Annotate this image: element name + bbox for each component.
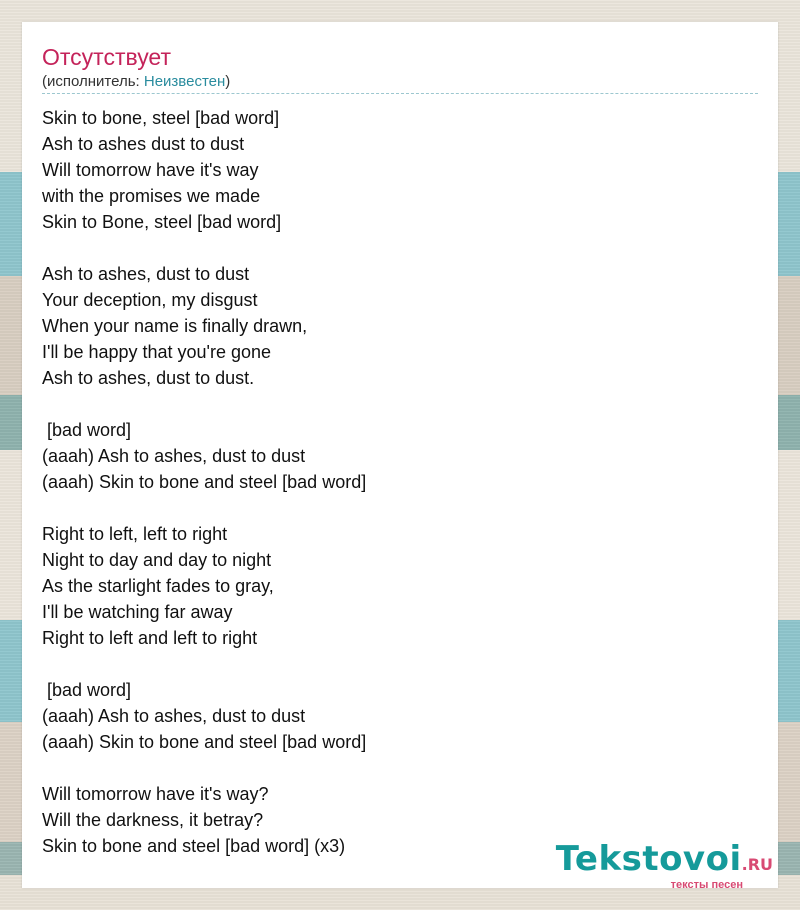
lyric-line: Will the darkness, it betray? — [42, 810, 264, 830]
artist-line — [42, 73, 230, 91]
lyric-line: I'll be watching far away — [42, 602, 233, 622]
lyric-line: [bad word] — [42, 420, 132, 440]
lyric-line: Ash to ashes, dust to dust. — [42, 368, 255, 388]
stanza-break — [42, 755, 366, 781]
lyric-line: Skin to bone and steel [bad word] (x3) — [42, 836, 346, 856]
lyric-line: [bad word] — [42, 680, 132, 700]
lyric-line: Skin to Bone, steel [bad word] — [42, 212, 282, 232]
lyric-line: Right to left, left to right — [42, 524, 228, 544]
logo-wordmark — [556, 841, 773, 883]
artist-prefix: (исполнитель: — [42, 73, 144, 90]
lyric-line: Ash to ashes, dust to dust — [42, 264, 250, 284]
stanza-break — [42, 391, 366, 417]
artist-suffix: ) — [225, 73, 231, 90]
logo-name: Tekstovoi — [555, 839, 742, 879]
lyric-line: Will tomorrow have it's way? — [42, 784, 269, 804]
lyric-line: When your name is finally drawn, — [42, 316, 308, 336]
lyric-line: Right to left and left to right — [42, 628, 258, 648]
lyric-line: As the starlight fades to gray, — [42, 576, 274, 596]
lyric-line: I'll be happy that you're gone — [42, 342, 272, 362]
lyric-line: Night to day and day to night — [42, 550, 272, 570]
stanza-break — [42, 651, 366, 677]
lyric-line: (aaah) Skin to bone and steel [bad word] — [42, 472, 367, 492]
lyric-line: (aaah) Ash to ashes, dust to dust — [42, 446, 306, 466]
lyric-line: with the promises we made — [42, 186, 261, 206]
lyric-line: Ash to ashes dust to dust — [42, 134, 245, 154]
lyrics-card — [22, 22, 778, 888]
stanza-break — [42, 495, 366, 521]
lyric-line: Your deception, my disgust — [42, 290, 258, 310]
lyric-line: (aaah) Skin to bone and steel [bad word] — [42, 732, 367, 752]
site-logo[interactable] — [556, 841, 773, 891]
artist-link[interactable]: Неизвестен — [143, 73, 226, 90]
lyric-line: (aaah) Ash to ashes, dust to dust — [42, 706, 306, 726]
title-divider — [42, 93, 758, 94]
song-title: Отсутствует — [42, 44, 171, 70]
lyric-line: Will tomorrow have it's way — [42, 160, 259, 180]
lyrics-text — [42, 105, 366, 859]
logo-tagline: тексты песен — [670, 879, 743, 891]
stanza-break — [42, 235, 366, 261]
logo-tld: .RU — [741, 855, 773, 874]
lyric-line: Skin to bone, steel [bad word] — [42, 108, 280, 128]
